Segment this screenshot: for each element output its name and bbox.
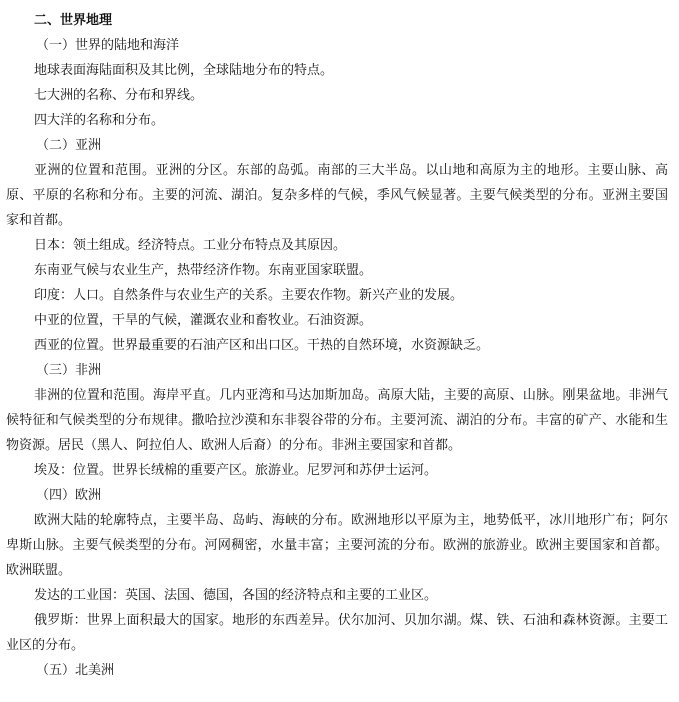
section-1-paragraph-3: 四大洋的名称和分布。 (34, 113, 165, 128)
section-title-3: （三）非洲 (36, 363, 102, 378)
section-title-1: （一）世界的陆地和海洋 (36, 38, 180, 53)
section-4-paragraph-3: 俄罗斯：世界上面积最大的国家。地形的东西差异。伏尔加河、贝加尔湖。煤、铁、石油和森林资源。主要工业区的分布。 (6, 613, 668, 653)
section-4-paragraph-1: 欧洲大陆的轮廓特点，主要半岛、岛屿、海峡的分布。欧洲地形以平原为主，地势低平，冰川地形广布；阿尔卑斯山脉。主要气候类型的分布。河网稠密，水量丰富；主要河流的分布。欧洲的旅游业。欧洲主要国家和首都。欧洲联盟。 (6, 513, 668, 578)
section-2-paragraph-1: 亚洲的位置和范围。亚洲的分区。东部的岛弧。南部的三大半岛。以山地和高原为主的地形。主要山脉、高原、平原的名称和分布。主要的河流、湖泊。复杂多样的气候，季风气候显著。主要气候类型的分布。亚洲主要国家和首都。 (6, 163, 668, 228)
section-1-paragraph-2: 七大洲的名称、分布和界线。 (34, 88, 204, 103)
main-heading: 二、世界地理 (34, 13, 113, 28)
section-title-2: （二）亚洲 (36, 138, 102, 153)
section-3-paragraph-1: 非洲的位置和范围。海岸平直。几内亚湾和马达加斯加岛。高原大陆，主要的高原、山脉。刚果盆地。非洲气候特征和气候类型的分布规律。撒哈拉沙漠和东非裂谷带的分布。主要河流、湖泊的分布。丰富的矿产、水能和生物资源。居民（黑人、阿拉伯人、欧洲人后裔）的分布。非洲主要国家和首都。 (6, 388, 668, 453)
section-2-paragraph-2: 日本：领土组成。经济特点。工业分布特点及其原因。 (34, 238, 347, 253)
section-3-paragraph-2: 埃及：位置。世界长绒棉的重要产区。旅游业。尼罗河和苏伊士运河。 (34, 463, 438, 478)
section-2-paragraph-4: 印度：人口。自然条件与农业生产的关系。主要农作物。新兴产业的发展。 (34, 288, 464, 303)
section-2-paragraph-3: 东南亚气候与农业生产，热带经济作物。东南亚国家联盟。 (34, 263, 373, 278)
section-2-paragraph-6: 西亚的位置。世界最重要的石油产区和出口区。干热的自然环境，水资源缺乏。 (34, 338, 490, 353)
section-title-5: （五）北美洲 (36, 663, 115, 678)
section-2-paragraph-5: 中亚的位置，干旱的气候，灌溉农业和畜牧业。石油资源。 (34, 313, 373, 328)
section-4-paragraph-2: 发达的工业国：英国、法国、德国，各国的经济特点和主要的工业区。 (34, 588, 438, 603)
section-title-4: （四）欧洲 (36, 488, 102, 503)
section-1-paragraph-1: 地球表面海陆面积及其比例，全球陆地分布的特点。 (34, 63, 334, 78)
